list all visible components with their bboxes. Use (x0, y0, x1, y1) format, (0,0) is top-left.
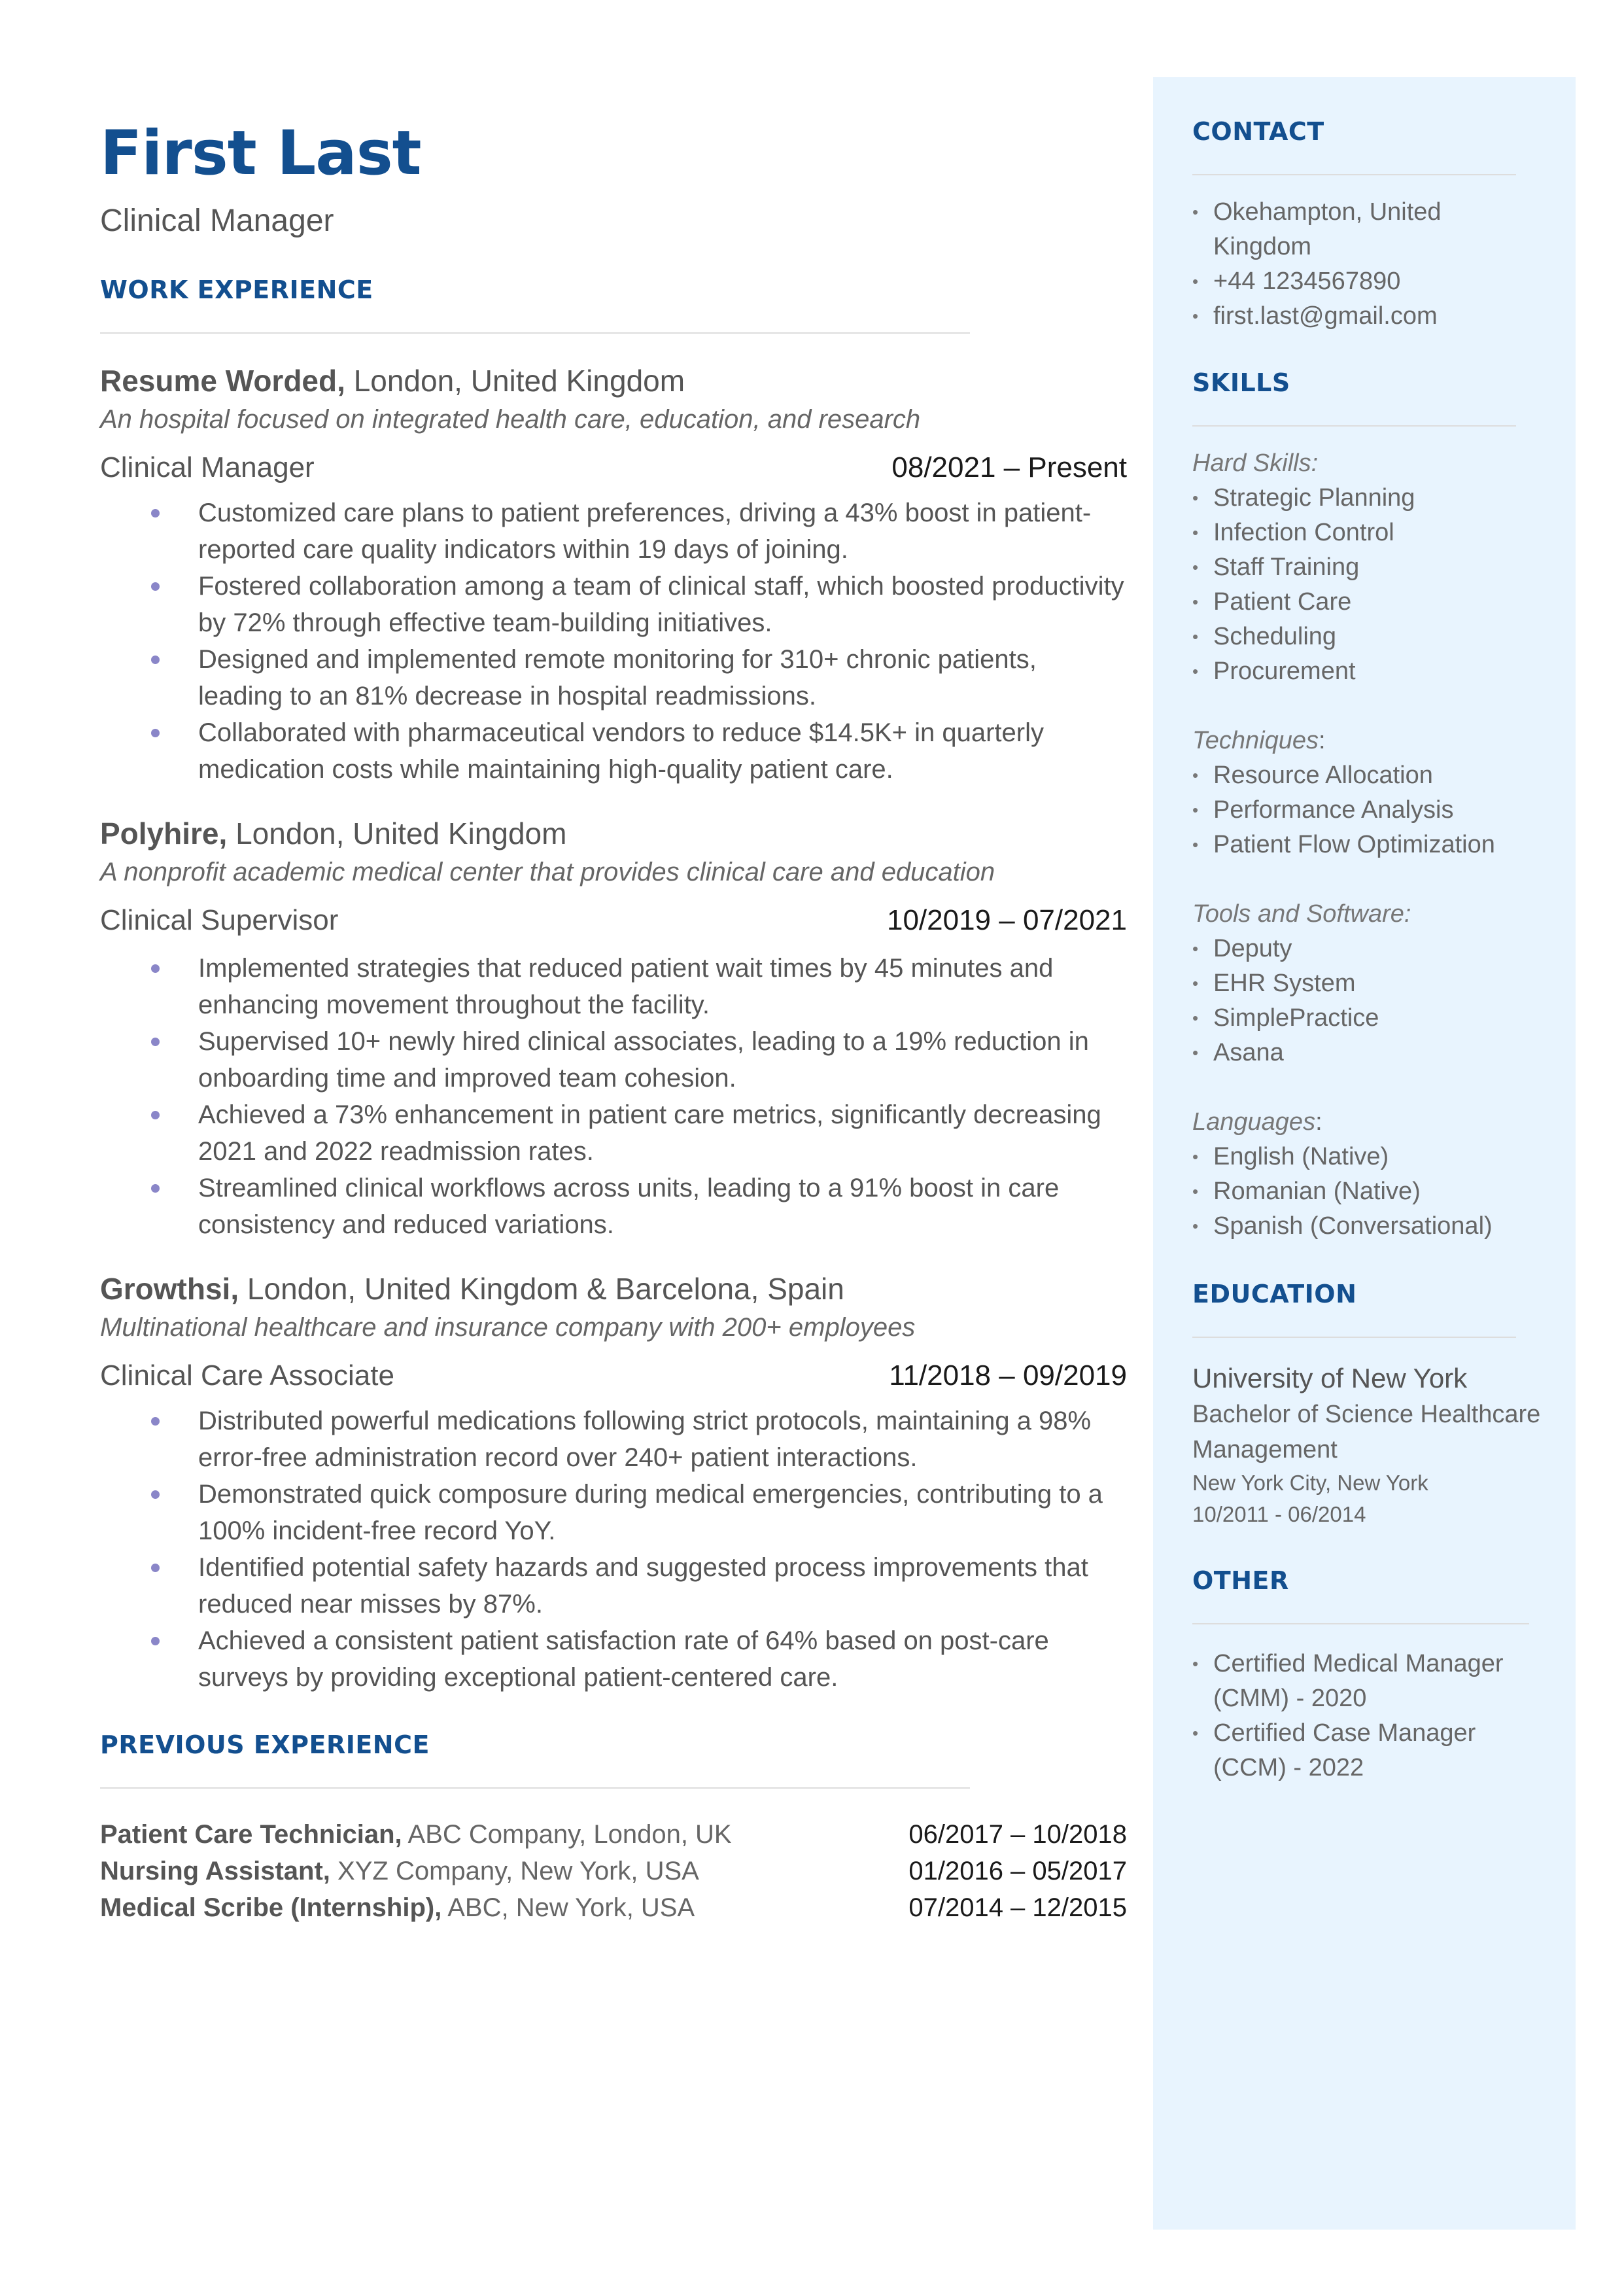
skill-item: • Deputy (1192, 932, 1546, 966)
job-bullet: Identified potential safety hazards and suggested process improvements that reduced near misses by 87%. (100, 1549, 1127, 1622)
sidebar (1153, 77, 1576, 2230)
job-role-line (100, 447, 1127, 488)
languages-label: Languages (1192, 1108, 1316, 1136)
techniques-label-line: Techniques: (1192, 727, 1326, 754)
contact-heading: CONTACT (1192, 117, 1324, 146)
job-dates: 11/2018 – 09/2019 (889, 1359, 1127, 1392)
candidate-title: Clinical Manager (100, 203, 334, 238)
previous-dates: 01/2016 – 05/2017 (908, 1857, 1127, 1885)
language-item: • Romanian (Native) (1192, 1174, 1546, 1209)
skill-item: • Patient Care (1192, 585, 1546, 620)
divider (1192, 425, 1516, 427)
job-bullet: Distributed powerful medications following strict protocols, maintaining a 98% error-free administration record over 240+ patient interactions. (100, 1403, 1127, 1476)
divider (100, 1787, 970, 1789)
job-entry (100, 814, 1127, 1243)
job-role: Clinical Manager (100, 451, 315, 483)
job-role: Clinical Care Associate (100, 1359, 394, 1392)
company-location: London, United Kingdom & Barcelona, Spain (247, 1272, 844, 1306)
job-bullet: Streamlined clinical workflows across units, leading to a 91% boost in care consistency and reduced variations. (100, 1170, 1127, 1243)
contact-list (1192, 195, 1546, 334)
previous-role: Patient Care Technician, (100, 1820, 402, 1849)
previous-dates: 07/2014 – 12/2015 (908, 1893, 1127, 1922)
skill-item: • SimplePractice (1192, 1001, 1546, 1036)
previous-org: ABC, New York, USA (447, 1893, 695, 1922)
candidate-name: First Last (100, 118, 421, 189)
skill-item: • Resource Allocation (1192, 758, 1546, 793)
divider (1192, 174, 1516, 175)
languages-label-line: Languages: (1192, 1108, 1322, 1136)
job-entry (100, 1269, 1127, 1696)
job-bullets (100, 495, 1127, 788)
education-entry (1192, 1360, 1546, 1530)
language-item: • English (Native) (1192, 1140, 1546, 1174)
education-school: University of New York (1192, 1363, 1468, 1393)
previous-org: XYZ Company, New York, USA (337, 1857, 699, 1885)
previous-dates: 06/2017 – 10/2018 (908, 1820, 1127, 1849)
skill-item: • Strategic Planning (1192, 481, 1546, 516)
job-bullet: Collaborated with pharmaceutical vendors to reduce $14.5K+ in quarterly medication costs while maintaining high-quality patient care. (100, 714, 1127, 788)
skills-list (1192, 446, 1546, 1244)
skill-item: • Asana (1192, 1036, 1546, 1070)
previous-role-row (100, 1853, 1127, 1889)
job-dates: 08/2021 – Present (891, 451, 1127, 483)
previous-experience-list (100, 1816, 1127, 1926)
job-bullet: Supervised 10+ newly hired clinical associates, leading to a 19% reduction in onboarding time and improved team cohesion. (100, 1023, 1127, 1096)
previous-org: ABC Company, London, UK (407, 1820, 732, 1849)
contact-phone: • +44 1234567890 (1192, 264, 1546, 299)
skill-item: • Patient Flow Optimization (1192, 828, 1546, 862)
company-description: Multinational healthcare and insurance company with 200+ employees (100, 1313, 916, 1342)
divider (1192, 1623, 1529, 1624)
techniques-label: Techniques (1192, 727, 1319, 754)
sidebar-content (1192, 77, 1546, 1785)
job-role-line (100, 1356, 1127, 1396)
main-column (100, 111, 1127, 1926)
job-role-line (100, 900, 1127, 941)
job-bullet: Implemented strategies that reduced patient wait times by 45 minutes and enhancing movement throughout the facility. (100, 950, 1127, 1023)
job-company-line (100, 1269, 1127, 1308)
skill-item: • Procurement (1192, 654, 1546, 689)
job-company-line (100, 814, 1127, 853)
previous-role: Nursing Assistant, (100, 1857, 330, 1885)
skill-item: • Scheduling (1192, 620, 1546, 654)
certification-item: • Certified Medical Manager (CMM) - 2020 (1192, 1647, 1546, 1716)
skill-item: • Staff Training (1192, 550, 1546, 585)
skills-heading: SKILLS (1192, 368, 1290, 397)
job-bullet: Fostered collaboration among a team of clinical staff, which boosted productivity by 72% through effective team-building initiatives. (100, 568, 1127, 641)
company-name: Polyhire, (100, 816, 228, 850)
job-bullet: Designed and implemented remote monitoring for 310+ chronic patients, leading to an 81% decrease in hospital readmissions. (100, 641, 1127, 714)
skill-item: • EHR System (1192, 966, 1546, 1001)
job-role: Clinical Supervisor (100, 904, 339, 936)
job-bullets (100, 950, 1127, 1243)
previous-role-row (100, 1889, 1127, 1926)
job-bullets (100, 1403, 1127, 1696)
divider (1192, 1337, 1516, 1338)
tools-label: Tools and Software: (1192, 900, 1411, 928)
previous-role: Medical Scribe (Internship), (100, 1893, 442, 1922)
company-description: An hospital focused on integrated health care, education, and research (100, 405, 921, 434)
education-dates: 10/2011 - 06/2014 (1192, 1502, 1366, 1526)
job-bullet: Demonstrated quick composure during medical emergencies, contributing to a 100% incident-free record YoY. (100, 1476, 1127, 1549)
work-experience-heading: WORK EXPERIENCE (100, 275, 373, 304)
contact-location: • Okehampton, United Kingdom (1192, 195, 1546, 264)
company-name: Resume Worded, (100, 364, 345, 398)
education-heading: EDUCATION (1192, 1280, 1357, 1308)
other-heading: OTHER (1192, 1566, 1289, 1595)
skill-item: • Performance Analysis (1192, 793, 1546, 828)
company-location: London, United Kingdom (353, 364, 685, 398)
company-description: A nonprofit academic medical center that provides clinical care and education (100, 858, 995, 886)
hard-skills-label: Hard Skills: (1192, 449, 1319, 477)
company-name: Growthsi, (100, 1272, 239, 1306)
previous-role-row (100, 1816, 1127, 1853)
job-bullet: Achieved a consistent patient satisfaction rate of 64% based on post-care surveys by providing exceptional patient-centered care. (100, 1622, 1127, 1696)
job-entry (100, 361, 1127, 788)
education-location: New York City, New York (1192, 1471, 1428, 1495)
job-dates: 10/2019 – 07/2021 (886, 904, 1127, 936)
other-list (1192, 1647, 1546, 1785)
company-location: London, United Kingdom (235, 816, 567, 850)
certification-item: • Certified Case Manager (CCM) - 2022 (1192, 1716, 1546, 1785)
previous-experience-heading: PREVIOUS EXPERIENCE (100, 1730, 430, 1759)
job-bullet: Customized care plans to patient preferences, driving a 43% boost in patient-reported care quality indicators within 19 days of joining. (100, 495, 1127, 568)
job-company-line (100, 361, 1127, 400)
divider (100, 332, 970, 334)
job-bullet: Achieved a 73% enhancement in patient care metrics, significantly decreasing 2021 and 2022 readmission rates. (100, 1096, 1127, 1170)
skill-item: • Infection Control (1192, 516, 1546, 550)
contact-email: • first.last@gmail.com (1192, 299, 1546, 334)
education-degree: Bachelor of Science Healthcare Management (1192, 1401, 1541, 1463)
language-item: • Spanish (Conversational) (1192, 1209, 1546, 1244)
